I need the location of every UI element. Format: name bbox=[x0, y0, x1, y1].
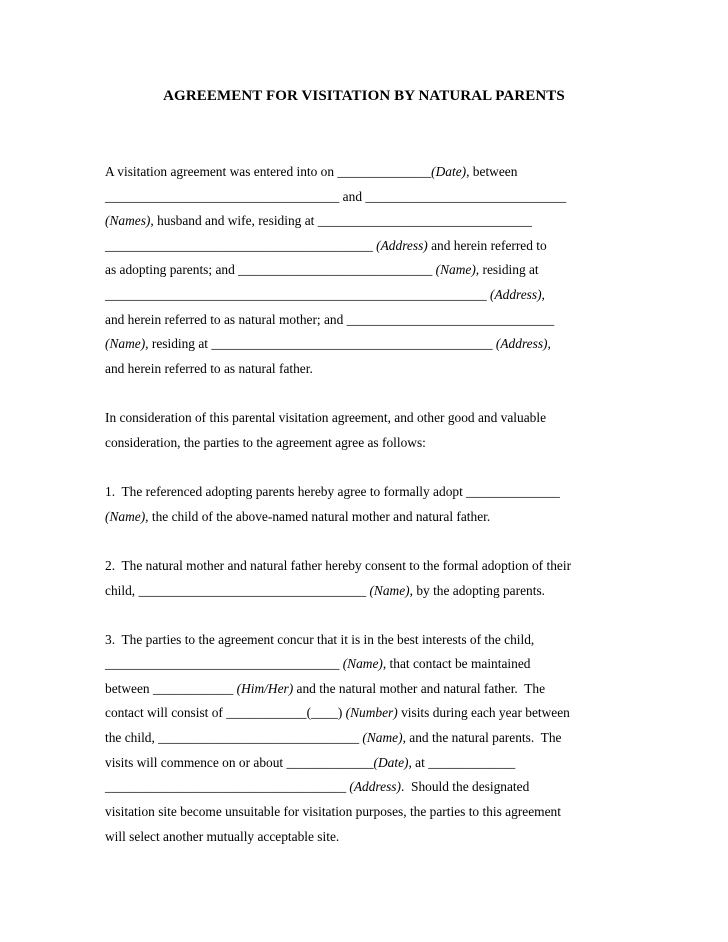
body-line bbox=[105, 558, 571, 574]
body-text: ___________________________________ and ______________________________ bbox=[105, 189, 567, 204]
field-hint-label: (Name) bbox=[105, 336, 146, 351]
body-line bbox=[105, 656, 530, 672]
body-text: will select another mutually acceptable site. bbox=[105, 829, 340, 844]
field-hint-label: (Names) bbox=[105, 213, 151, 228]
body-text: residing at bbox=[479, 262, 539, 277]
body-text: between ____________ bbox=[105, 681, 237, 696]
body-text: 1. The referenced adopting parents hereby agree to formally adopt ______________ bbox=[105, 484, 560, 499]
body-text: the child, ______________________________ bbox=[105, 730, 363, 745]
field-hint-label: (Number) bbox=[345, 705, 398, 720]
body-text: as adopting parents; and _____________________________ bbox=[105, 262, 436, 277]
body-line bbox=[105, 779, 529, 795]
field-hint-label: (Date) bbox=[373, 755, 409, 770]
body-text: , between bbox=[466, 164, 518, 179]
body-text: visits will commence on or about _____________ bbox=[105, 755, 374, 770]
field-hint-label: (Name) bbox=[362, 730, 403, 745]
body-line bbox=[105, 262, 539, 278]
body-line bbox=[105, 632, 534, 648]
body-line bbox=[105, 705, 570, 721]
body-line bbox=[105, 484, 560, 500]
body-line bbox=[105, 829, 339, 845]
body-text: ____________________________________ bbox=[105, 779, 350, 794]
body-text: , husband and wife, residing at ________________________________ bbox=[150, 213, 532, 228]
body-text: In consideration of this parental visitation agreement, and other good and valuable bbox=[105, 410, 547, 425]
body-line bbox=[105, 435, 426, 451]
body-text: , and the natural parents. The bbox=[402, 730, 562, 745]
field-hint-label: (Him/Her) bbox=[236, 681, 294, 696]
body-line bbox=[105, 164, 517, 180]
field-hint-label: (Name) bbox=[342, 656, 383, 671]
body-line bbox=[105, 509, 490, 525]
field-hint-label: (Name), bbox=[369, 583, 413, 598]
body-text: ________________________________________ bbox=[105, 238, 377, 253]
body-text: and herein referred to as natural mother; and _______________________________ bbox=[105, 312, 555, 327]
body-line bbox=[105, 238, 547, 254]
body-line bbox=[105, 287, 545, 303]
body-line bbox=[105, 336, 551, 352]
body-line bbox=[105, 804, 561, 820]
body-line bbox=[105, 213, 532, 229]
body-text: A visitation agreement was entered into on ______________ bbox=[105, 164, 432, 179]
body-text: consideration, the parties to the agreement agree as follows: bbox=[105, 435, 426, 450]
body-text: visitation site become unsuitable for visitation purposes, the parties to this agreement bbox=[105, 804, 561, 819]
field-hint-label: (Name) bbox=[105, 509, 146, 524]
body-text: , the child of the above-named natural mother and natural father. bbox=[145, 509, 491, 524]
field-hint-label: (Address), bbox=[489, 287, 545, 302]
field-hint-label: (Address) bbox=[376, 238, 428, 253]
body-text: contact will consist of ____________(____) bbox=[105, 705, 346, 720]
body-line bbox=[105, 681, 545, 697]
body-text: _________________________________________________________ bbox=[105, 287, 490, 302]
body-line bbox=[105, 312, 554, 328]
body-text: visits during each year between bbox=[397, 705, 570, 720]
field-hint-label: (Address), bbox=[495, 336, 551, 351]
body-line bbox=[105, 410, 546, 426]
body-text: , at _____________ bbox=[408, 755, 516, 770]
document-title: AGREEMENT FOR VISITATION BY NATURAL PARENTS bbox=[163, 88, 565, 104]
field-hint-label: (Address) bbox=[349, 779, 401, 794]
body-line bbox=[105, 189, 566, 205]
body-text: and herein referred to as natural father. bbox=[105, 361, 313, 376]
body-text: , residing at __________________________________________ bbox=[145, 336, 496, 351]
body-line bbox=[105, 730, 561, 746]
body-line bbox=[105, 583, 545, 599]
field-hint-label: (Date) bbox=[431, 164, 467, 179]
body-text: and herein referred to bbox=[427, 238, 547, 253]
body-text: . Should the designated bbox=[400, 779, 530, 794]
body-text: , that contact be maintained bbox=[382, 656, 531, 671]
body-line bbox=[105, 361, 313, 377]
body-text: ___________________________________ bbox=[105, 656, 343, 671]
body-text: and the natural mother and natural father. The bbox=[293, 681, 546, 696]
body-text: child, __________________________________ bbox=[105, 583, 370, 598]
body-text: by the adopting parents. bbox=[412, 583, 546, 598]
body-line bbox=[105, 755, 515, 771]
body-text: 3. The parties to the agreement concur that it is in the best interests of the child, bbox=[105, 632, 535, 647]
body-text: 2. The natural mother and natural father hereby consent to the formal adoption of their bbox=[105, 558, 572, 573]
field-hint-label: (Name), bbox=[435, 262, 480, 277]
